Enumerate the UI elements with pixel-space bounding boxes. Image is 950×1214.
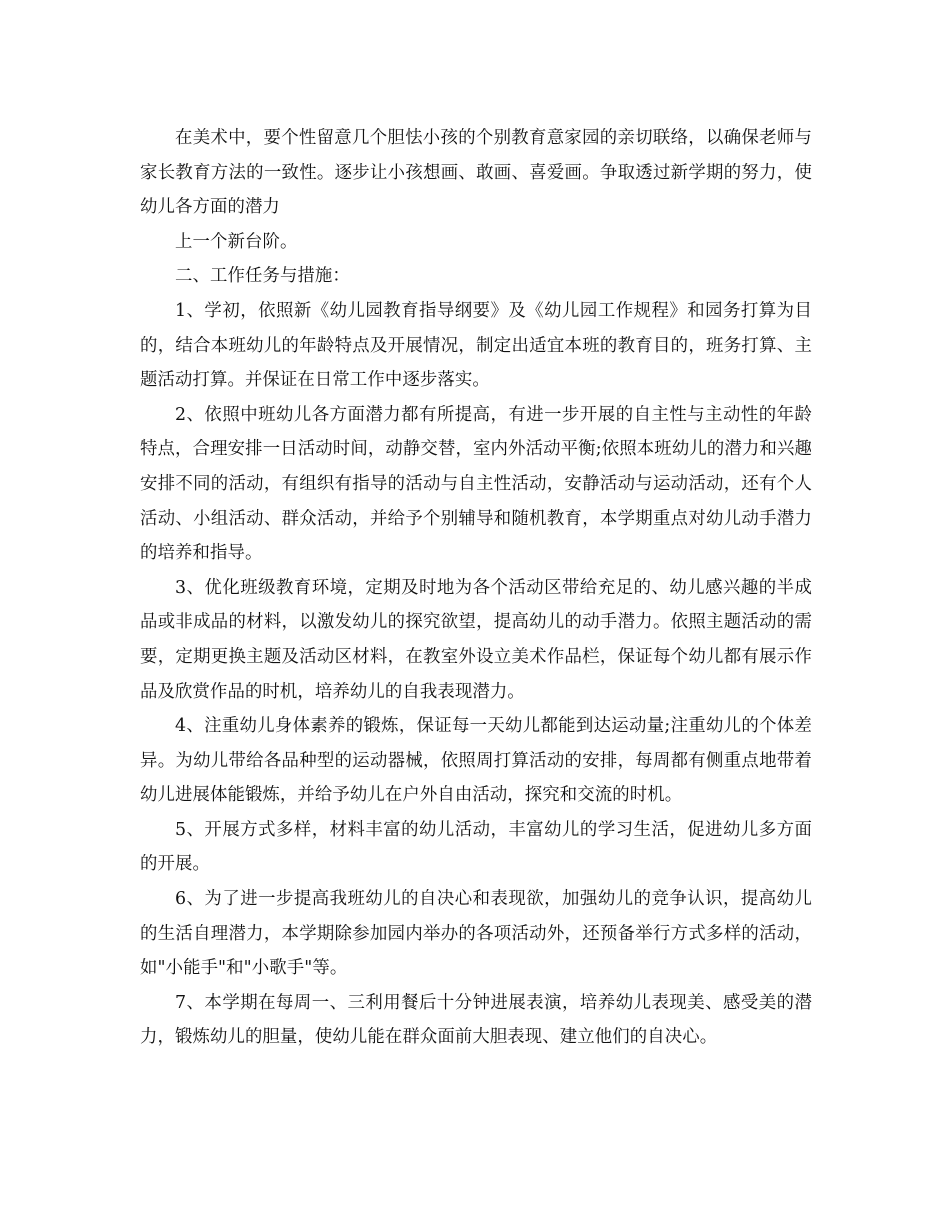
paragraph-item-2: 2、依照中班幼儿各方面潜力都有所提高，有进一步开展的自主性与主动性的年龄特点，合理安排一日活动时间，动静交替，室内外活动平衡;依照本班幼儿的潜力和兴趣安排不同的活动，有组织有指导的活动与自主性活动，安静活动与运动活动，还有个人活动、小组活动、群众活动，并给予个别辅导和随机教育，本学期重点对幼儿动手潜力的培养和指导。 bbox=[140, 404, 812, 564]
document-body bbox=[140, 121, 812, 1055]
paragraph-item-1: 1、学初，依照新《幼儿园教育指导纲要》及《幼儿园工作规程》和园务打算为目的，结合本班幼儿的年龄特点及开展情况，制定出适宜本班的教育目的，班务打算、主题活动打算。并保证在日常工作中逐步落实。 bbox=[140, 300, 812, 391]
section-heading-tasks-measures: 二、工作任务与措施： bbox=[175, 266, 350, 287]
paragraph-item-3: 3、优化班级教育环境，定期及时地为各个活动区带给充足的、幼儿感兴趣的半成品或非成品的材料，以激发幼儿的探究欲望，提高幼儿的动手潜力。依照主题活动的需要，定期更换主题及活动区材料，在教室外设立美术作品栏，保证每个幼儿都有展示作品及欣赏作品的时机，培养幼儿的自我表现潜力。 bbox=[140, 577, 812, 702]
paragraph-item-5: 5、开展方式多样，材料丰富的幼儿活动，丰富幼儿的学习生活，促进幼儿多方面的开展。 bbox=[140, 819, 812, 875]
paragraph-item-4: 4、注重幼儿身体素养的锻炼，保证每一天幼儿都能到达运动量;注重幼儿的个体差异。为幼儿带给各品种型的运动器械，依照周打算活动的安排，每周都有侧重点地带着幼儿进展体能锻炼，并给予幼儿在户外自由活动，探究和交流的时机。 bbox=[140, 716, 812, 806]
paragraph-item-6: 6、为了进一步提高我班幼儿的自决心和表现欲，加强幼儿的竞争认识，提高幼儿的生活自理潜力，本学期除参加园内举办的各项活动外，还预备举行方式多样的活动，如"小能手"和"小歌手"等。 bbox=[140, 889, 812, 979]
paragraph-item-7: 7、本学期在每周一、三利用餐后十分钟进展表演，培养幼儿表现美、感受美的潜力，锻炼幼儿的胆量，使幼儿能在群众面前大胆表现、建立他们的自决心。 bbox=[140, 992, 812, 1048]
paragraph-new-level: 上一个新台阶。 bbox=[175, 231, 298, 252]
paragraph-art-education: 在美术中，要个性留意几个胆怯小孩的个别教育意家园的亲切联络，以确保老师与家长教育方法的一致性。逐步让小孩想画、敢画、喜爱画。争取透过新学期的努力，使幼儿各方面的潜力 bbox=[140, 128, 812, 218]
